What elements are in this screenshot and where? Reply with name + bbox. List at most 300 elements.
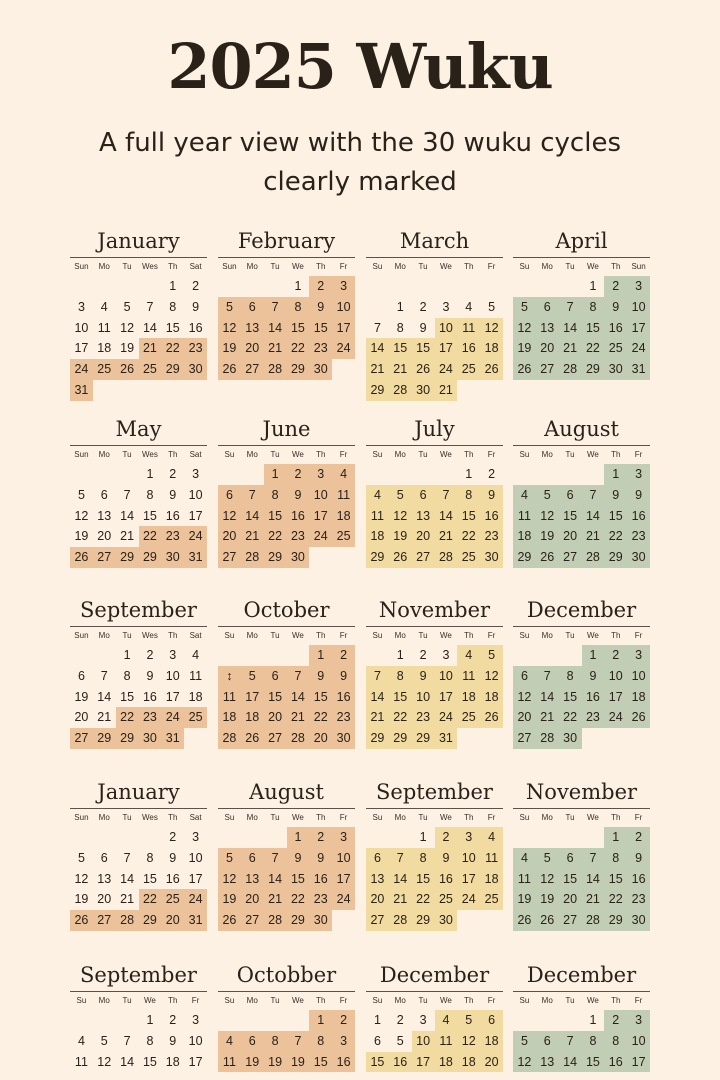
day-cell: 23 (287, 526, 310, 547)
day-cell: 8 (146, 850, 154, 865)
day-cell: 5 (77, 487, 85, 502)
day-cell: 26 (536, 910, 559, 931)
day-cell: 1 (396, 299, 404, 314)
month-name: October (243, 598, 330, 622)
day-cell (457, 276, 480, 297)
day-cell (116, 1010, 139, 1031)
day-cell: 12 (480, 666, 503, 687)
day-cell: 9 (146, 668, 154, 683)
day-cell: 29 (287, 910, 310, 931)
day-cell (559, 464, 582, 485)
day-cell: 11 (218, 1052, 241, 1073)
weekday-label: Fr (487, 262, 496, 271)
day-cell: 9 (169, 1033, 177, 1048)
day-cell: 1 (309, 645, 332, 666)
day-cell (366, 645, 389, 666)
weekday-label: Mo (394, 450, 406, 459)
weekday-header (513, 445, 650, 464)
day-cell: 9 (419, 320, 427, 335)
weekday-header (366, 991, 503, 1010)
day-grid (366, 827, 503, 931)
day-cell: 13 (412, 506, 435, 527)
month-block (513, 228, 650, 380)
day-cell (536, 1010, 559, 1031)
day-cell: 17 (604, 687, 627, 708)
day-cell (480, 910, 503, 931)
day-cell: 21 (536, 707, 559, 728)
weekday-label: Th (464, 996, 474, 1005)
day-cell: 16 (457, 338, 480, 359)
day-cell (513, 645, 536, 666)
day-cell: 18 (480, 1031, 503, 1052)
weekday-label: Su (224, 996, 235, 1005)
day-cell: 11 (513, 869, 536, 890)
weekday-label: Su (224, 631, 235, 640)
day-cell: 15 (582, 318, 605, 339)
day-cell: 20 (264, 707, 287, 728)
day-cell: 30 (435, 910, 458, 931)
day-cell: 3 (627, 276, 650, 297)
day-cell (366, 297, 389, 318)
day-cell: 3 (332, 276, 355, 297)
day-cell: 12 (480, 318, 503, 339)
day-cell (70, 276, 93, 297)
month-name: January (97, 780, 180, 804)
day-cell: 26 (70, 910, 93, 931)
day-cell: 25 (457, 707, 480, 728)
day-cell: 23 (161, 526, 184, 547)
day-cell: 21 (435, 526, 458, 547)
day-cell: 29 (604, 910, 627, 931)
day-cell: 10 (627, 666, 650, 687)
day-cell: 29 (139, 910, 162, 931)
day-cell (480, 380, 503, 401)
weekday-label: Su (519, 262, 530, 271)
day-cell: 27 (241, 359, 264, 380)
day-grid (218, 464, 355, 568)
day-cell: 30 (184, 359, 207, 380)
day-cell: 10 (332, 297, 355, 318)
day-cell (184, 380, 207, 401)
day-cell: 8 (309, 1031, 332, 1052)
day-cell: 3 (192, 830, 200, 844)
day-cell: 2 (332, 1010, 355, 1031)
day-cell (559, 276, 582, 297)
day-cell (264, 827, 287, 848)
day-cell: 29 (287, 359, 310, 380)
day-cell: 15 (559, 506, 582, 527)
day-cell: 25 (139, 359, 162, 380)
weekday-label: Sun (74, 631, 89, 640)
day-cell: 29 (139, 547, 162, 568)
weekday-label: Fr (634, 631, 643, 640)
weekday-label: Tu (122, 996, 132, 1005)
day-cell: 6 (373, 1033, 381, 1048)
day-cell: 18 (165, 1054, 180, 1069)
weekday-label: Su (372, 996, 383, 1005)
day-cell: 24 (309, 526, 332, 547)
day-cell (366, 276, 389, 297)
weekday-label: We (291, 813, 304, 822)
day-cell: 19 (389, 526, 412, 547)
day-cell: 20 (97, 529, 112, 544)
day-cell (93, 380, 116, 401)
weekday-header (366, 626, 503, 645)
month-block (70, 416, 207, 568)
day-cell: 19 (241, 1052, 264, 1073)
day-cell: 25 (604, 338, 627, 359)
day-cell: 15 (559, 687, 582, 708)
day-cell: 10 (604, 666, 627, 687)
day-cell: 27 (93, 547, 116, 568)
day-cell: 30 (287, 547, 310, 568)
day-cell: 17 (457, 869, 480, 890)
day-cell: 18 (513, 526, 536, 547)
day-cell: 30 (161, 547, 184, 568)
day-cell: 18 (218, 707, 241, 728)
weekday-label: Su (519, 631, 530, 640)
day-cell: 6 (412, 485, 435, 506)
day-cell: 31 (184, 547, 207, 568)
day-cell: 6 (536, 297, 559, 318)
day-cell (412, 276, 435, 297)
day-cell (116, 380, 139, 401)
day-cell: 14 (241, 506, 264, 527)
day-cell: 14 (264, 869, 287, 890)
month-block (218, 416, 355, 568)
day-cell: 21 (582, 526, 605, 547)
day-cell: 18 (457, 1052, 480, 1073)
day-cell: 17 (627, 318, 650, 339)
day-cell (480, 276, 503, 297)
weekday-label: Sun (74, 813, 89, 822)
weekday-label: Tu (122, 262, 132, 271)
day-cell (161, 380, 184, 401)
weekday-label: Fr (487, 450, 496, 459)
day-cell: 29 (116, 728, 139, 749)
weekday-label: Tu (270, 813, 280, 822)
weekday-label: We (586, 262, 599, 271)
day-cell: 5 (513, 297, 536, 318)
month-block (70, 779, 207, 931)
weekday-label: Su (372, 813, 383, 822)
weekday-label: Tu (565, 262, 575, 271)
day-cell: 29 (582, 359, 605, 380)
month-block (366, 597, 503, 749)
month-name: September (376, 780, 493, 804)
weekday-header (218, 257, 355, 276)
day-cell: 27 (536, 359, 559, 380)
day-cell: 11 (435, 1031, 458, 1052)
day-grid (513, 276, 650, 380)
day-cell: 17 (188, 508, 203, 523)
day-cell: 2 (488, 467, 496, 481)
day-cell: 17 (435, 687, 458, 708)
day-cell: 5 (513, 1031, 536, 1052)
day-cell: 18 (332, 506, 355, 527)
day-cell: 26 (389, 547, 412, 568)
day-cell: 28 (559, 359, 582, 380)
day-cell: 24 (161, 707, 184, 728)
day-cell: 5 (218, 297, 241, 318)
day-cell: 19 (536, 889, 559, 910)
day-cell: 1 (146, 1013, 154, 1027)
weekday-label: Sat (189, 262, 202, 271)
day-grid (70, 827, 207, 931)
day-cell: 15 (309, 1052, 332, 1073)
day-cell: 25 (457, 547, 480, 568)
weekday-label: Th (611, 996, 621, 1005)
day-cell: 14 (366, 338, 389, 359)
day-cell: 21 (241, 526, 264, 547)
day-cell: 4 (465, 299, 473, 314)
day-cell (241, 1010, 264, 1031)
day-cell (264, 1010, 287, 1031)
day-cell (582, 728, 605, 749)
day-cell (241, 827, 264, 848)
day-cell: 2 (604, 645, 627, 666)
day-cell: 26 (536, 547, 559, 568)
day-cell: 9 (480, 485, 503, 506)
day-cell: 1 (589, 1013, 597, 1027)
day-cell: 5 (123, 299, 131, 314)
month-name: November (378, 598, 491, 622)
day-cell: 6 (241, 297, 264, 318)
day-cell (184, 728, 207, 749)
day-cell (457, 910, 480, 931)
day-cell: 15 (412, 869, 435, 890)
day-cell: 9 (332, 666, 355, 687)
day-cell: 17 (165, 689, 180, 704)
day-cell: 19 (513, 889, 536, 910)
day-cell: 15 (287, 318, 310, 339)
weekday-label: Th (464, 262, 474, 271)
day-cell: 7 (264, 297, 287, 318)
month-block (513, 962, 650, 1072)
day-cell: 27 (366, 910, 389, 931)
day-cell: 28 (389, 380, 412, 401)
day-cell: 15 (604, 869, 627, 890)
day-cell: 26 (70, 547, 93, 568)
weekday-label: Mo (98, 813, 110, 822)
day-cell: 8 (604, 1031, 627, 1052)
day-cell: 21 (366, 707, 389, 728)
weekday-label: Sat (189, 813, 202, 822)
day-cell (536, 645, 559, 666)
day-cell: 29 (412, 728, 435, 749)
day-cell: 26 (480, 359, 503, 380)
day-cell: 29 (264, 547, 287, 568)
month-block (218, 228, 355, 380)
day-cell: 18 (480, 338, 503, 359)
day-cell: 12 (536, 506, 559, 527)
day-cell (435, 464, 458, 485)
day-cell: 28 (389, 910, 412, 931)
day-cell: 30 (559, 728, 582, 749)
day-cell: 1 (396, 648, 404, 662)
day-cell: 9 (604, 485, 627, 506)
day-cell: 6 (513, 666, 536, 687)
weekday-label: Tu (565, 450, 575, 459)
weekday-header (218, 626, 355, 645)
day-cell: 7 (435, 485, 458, 506)
day-cell: 11 (218, 687, 241, 708)
day-cell: 2 (604, 1010, 627, 1031)
day-cell (116, 276, 139, 297)
day-cell (70, 464, 93, 485)
day-cell: 21 (120, 529, 135, 544)
day-cell: 16 (309, 869, 332, 890)
day-cell: 10 (627, 1031, 650, 1052)
day-cell: 1 (146, 467, 154, 481)
day-cell (412, 464, 435, 485)
day-cell: 20 (97, 892, 112, 907)
weekday-label: Mo (246, 262, 258, 271)
day-cell: 8 (559, 666, 582, 687)
weekday-label: Th (168, 262, 178, 271)
day-cell: 7 (287, 666, 310, 687)
day-cell: 23 (184, 338, 207, 359)
day-cell: 7 (287, 1031, 310, 1052)
weekday-label: Th (316, 996, 326, 1005)
day-cell: 6 (218, 485, 241, 506)
day-cell: 20 (161, 910, 184, 931)
day-cell: 31 (435, 728, 458, 749)
day-cell (480, 728, 503, 749)
day-cell (139, 827, 162, 848)
day-cell: 7 (536, 666, 559, 687)
day-cell: 3 (309, 464, 332, 485)
weekday-label: Fr (487, 813, 496, 822)
weekday-label: Tu (418, 813, 428, 822)
day-cell: 21 (287, 707, 310, 728)
day-cell (116, 464, 139, 485)
day-cell: 14 (287, 687, 310, 708)
day-cell: 18 (457, 687, 480, 708)
day-cell: 8 (146, 1033, 154, 1048)
day-cell (218, 827, 241, 848)
day-cell: 25 (480, 889, 503, 910)
day-cell: 18 (480, 869, 503, 890)
day-grid (513, 645, 650, 749)
day-cell: 19 (74, 689, 89, 704)
weekday-header (366, 257, 503, 276)
day-cell: 28 (536, 728, 559, 749)
day-grid (366, 1010, 503, 1072)
day-cell: 2 (419, 648, 427, 662)
day-cell: 2 (309, 276, 332, 297)
day-cell: 17 (188, 1054, 203, 1069)
day-cell: 5 (457, 1010, 480, 1031)
day-cell: 4 (366, 485, 389, 506)
day-cell (536, 464, 559, 485)
day-cell: 1 (419, 830, 427, 844)
month-name: December (379, 963, 490, 987)
day-cell: 23 (627, 526, 650, 547)
month-name: September (80, 963, 197, 987)
day-cell: 4 (480, 827, 503, 848)
day-cell: 6 (366, 848, 389, 869)
day-cell: 19 (264, 1052, 287, 1073)
day-cell: 24 (184, 526, 207, 547)
day-cell: 30 (412, 380, 435, 401)
day-cell: 17 (309, 506, 332, 527)
day-cell: 12 (120, 320, 135, 335)
day-cell: 3 (627, 1010, 650, 1031)
day-cell: 8 (604, 848, 627, 869)
day-cell: 6 (77, 668, 85, 683)
day-cell: 15 (389, 338, 412, 359)
day-cell (389, 276, 412, 297)
day-cell: 15 (309, 687, 332, 708)
weekday-label: Mo (394, 996, 406, 1005)
day-cell: 6 (536, 1031, 559, 1052)
weekday-label: Fr (339, 262, 348, 271)
day-cell: 13 (97, 508, 112, 523)
day-cell (513, 827, 536, 848)
day-cell: 8 (389, 666, 412, 687)
day-cell: 26 (627, 707, 650, 728)
weekday-label: Su (372, 262, 383, 271)
weekday-label: Th (316, 450, 326, 459)
day-cell: 2 (435, 827, 458, 848)
day-cell: 3 (457, 827, 480, 848)
day-cell: 15 (366, 1052, 389, 1073)
day-cell: 12 (389, 506, 412, 527)
weekday-label: Tu (270, 996, 280, 1005)
day-cell: 21 (264, 889, 287, 910)
weekday-label: Fr (634, 450, 643, 459)
month-name: February (237, 229, 336, 253)
weekday-label: We (586, 631, 599, 640)
day-cell: 12 (218, 318, 241, 339)
day-cell (218, 464, 241, 485)
day-cell: 27 (513, 728, 536, 749)
day-cell: 20 (366, 889, 389, 910)
weekday-label: We (143, 996, 156, 1005)
day-cell: 16 (435, 869, 458, 890)
day-cell: 27 (412, 547, 435, 568)
day-cell: 16 (389, 1052, 412, 1073)
day-grid (218, 827, 355, 931)
day-cell: 29 (161, 359, 184, 380)
day-cell: 15 (264, 687, 287, 708)
day-cell: 24 (435, 707, 458, 728)
day-grid (366, 276, 503, 401)
weekday-label: We (291, 996, 304, 1005)
day-cell (287, 645, 310, 666)
day-cell (218, 645, 241, 666)
weekday-label: We (439, 813, 452, 822)
weekday-label: Mo (98, 450, 110, 459)
day-cell: 6 (480, 1010, 503, 1031)
day-cell: 19 (218, 338, 241, 359)
day-cell: 30 (627, 547, 650, 568)
day-cell: 5 (389, 485, 412, 506)
day-cell: 24 (332, 889, 355, 910)
day-cell: 7 (559, 297, 582, 318)
day-cell: 16 (604, 318, 627, 339)
weekday-label: Tu (418, 262, 428, 271)
day-cell: 7 (241, 485, 264, 506)
day-cell: 22 (412, 889, 435, 910)
day-cell: 7 (100, 668, 108, 683)
weekday-label: Tu (418, 450, 428, 459)
day-cell: 10 (435, 318, 458, 339)
day-cell: 6 (241, 848, 264, 869)
weekday-label: Fr (487, 631, 496, 640)
day-cell (536, 276, 559, 297)
